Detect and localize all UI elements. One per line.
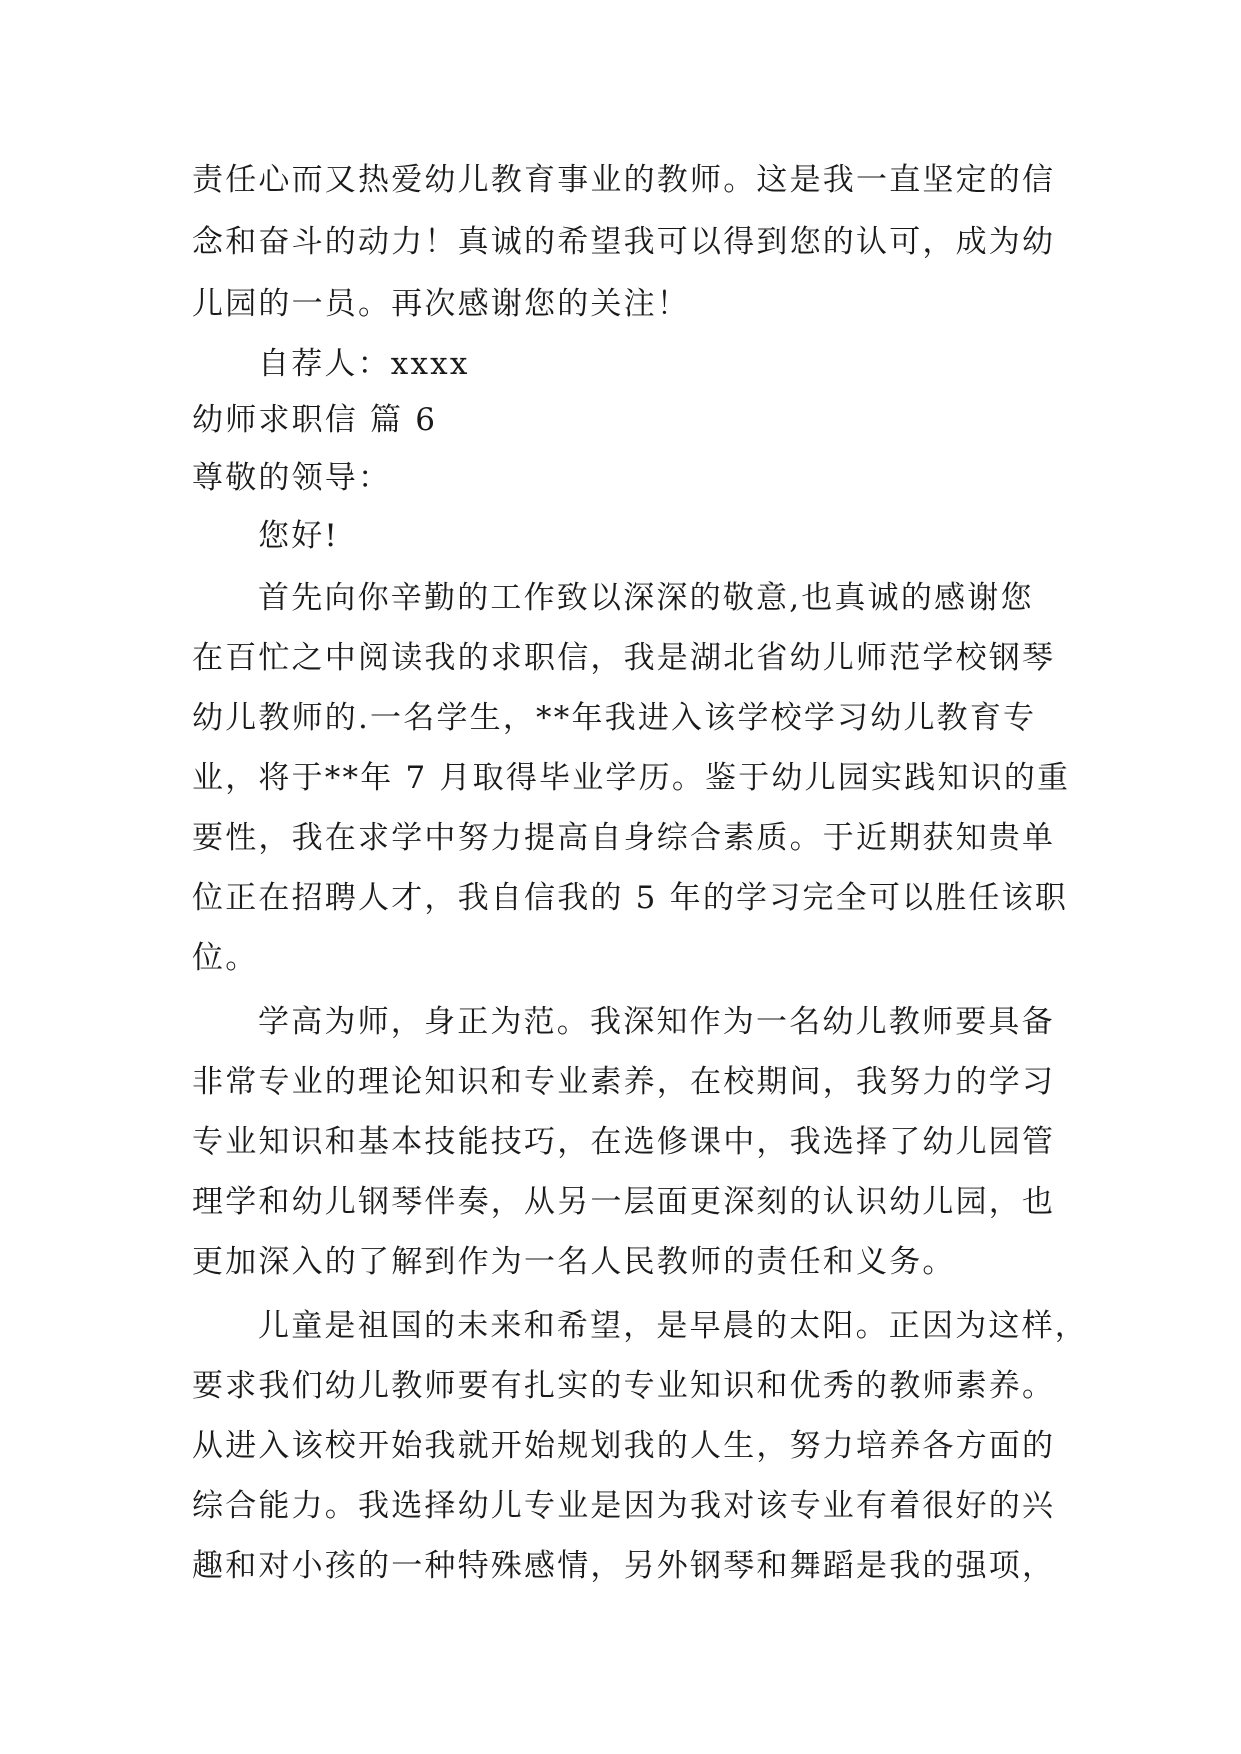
salutation: 尊敬的领导： [192,460,392,496]
greeting: 您好! [258,518,340,554]
paragraph-line: 儿童是祖国的未来和希望，是早晨的太阳。正因为这样， [258,1308,1088,1344]
paragraph-line: 幼儿教师的.一名学生，**年我进入该学校学习幼儿教育专 [192,700,1037,736]
paragraph-line: 业，将于**年 7 月取得毕业学历。鉴于幼儿园实践知识的重 [192,760,1071,796]
paragraph-line: 非常专业的理论知识和专业素养，在校期间，我努力的学习 [192,1064,1056,1100]
paragraph-line: 儿园的一员。再次感谢您的关注！ [192,286,690,322]
paragraph-line: 首先向你辛勤的工作致以深深的敬意,也真诚的感谢您 [258,580,1034,616]
paragraph-line: 责任心而又热爱幼儿教育事业的教师。这是我一直坚定的信 [192,162,1056,198]
section-heading: 幼师求职信 篇 6 [192,402,438,438]
paragraph-line: 从进入该校开始我就开始规划我的人生，努力培养各方面的 [192,1428,1056,1464]
paragraph-line: 趣和对小孩的一种特殊感情，另外钢琴和舞蹈是我的强项， [192,1548,1056,1584]
paragraph-line: 要性，我在求学中努力提高自身综合素质。于近期获知贵单 [192,820,1056,856]
paragraph-line: 念和奋斗的动力！真诚的希望我可以得到您的认可，成为幼 [192,224,1056,260]
paragraph-line: 专业知识和基本技能技巧，在选修课中，我选择了幼儿园管 [192,1124,1056,1160]
paragraph-line: 更加深入的了解到作为一名人民教师的责任和义务。 [192,1244,956,1280]
signature-line: 自荐人：xxxx [258,346,470,382]
paragraph-line: 位。 [192,940,259,976]
paragraph-line: 理学和幼儿钢琴伴奏，从另一层面更深刻的认识幼儿园，也 [192,1184,1056,1220]
paragraph-line: 要求我们幼儿教师要有扎实的专业知识和优秀的教师素养。 [192,1368,1056,1404]
paragraph-line: 综合能力。我选择幼儿专业是因为我对该专业有着很好的兴 [192,1488,1056,1524]
paragraph-line: 学高为师，身正为范。我深知作为一名幼儿教师要具备 [258,1004,1055,1040]
paragraph-line: 位正在招聘人才，我自信我的 5 年的学习完全可以胜任该职 [192,880,1069,916]
paragraph-line: 在百忙之中阅读我的求职信，我是湖北省幼儿师范学校钢琴 [192,640,1056,676]
